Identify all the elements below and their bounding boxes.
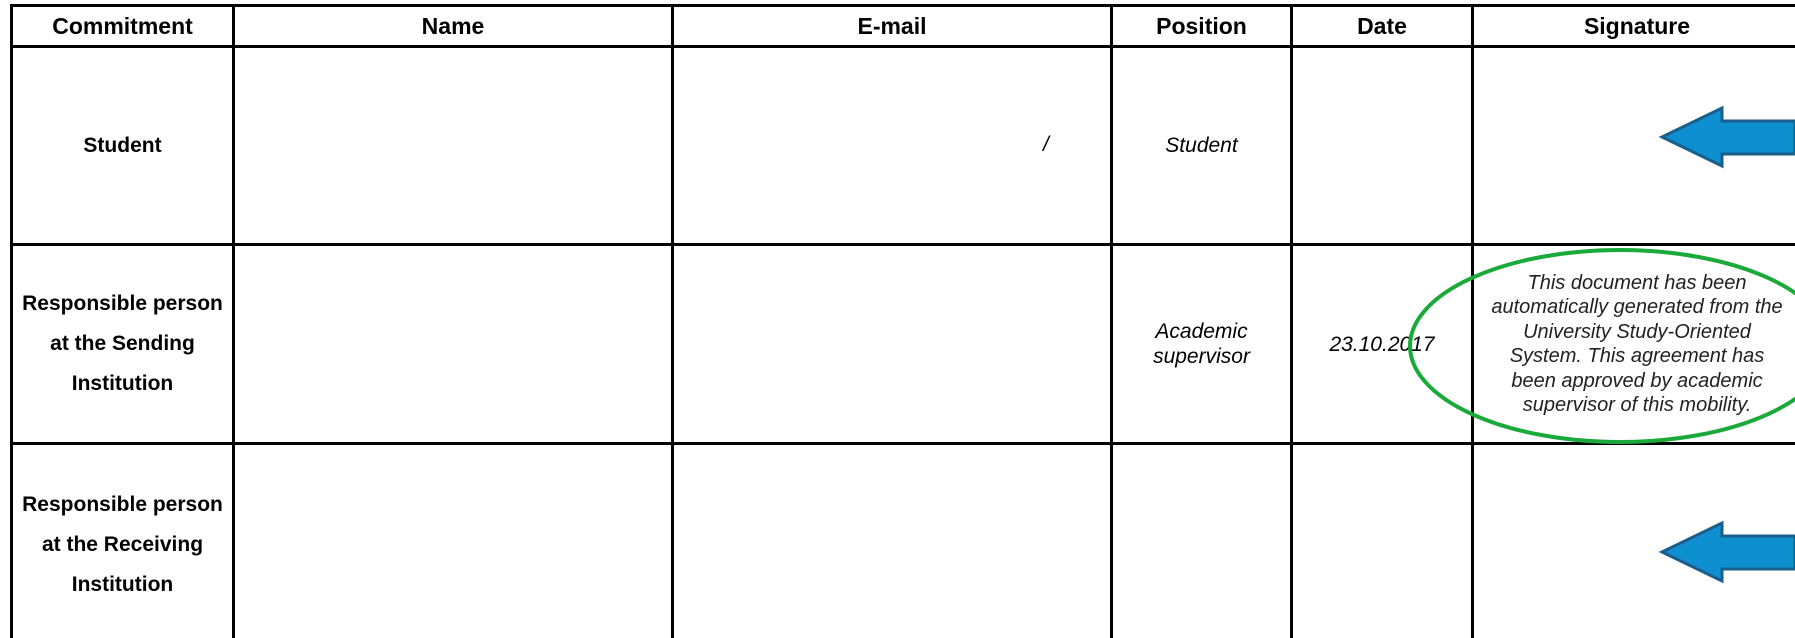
- commitment-signature-table: [10, 4, 1795, 638]
- date-cell-receiving-institution: [1292, 444, 1473, 638]
- position-cell-student: Student: [1112, 47, 1292, 245]
- signature-cell-receiving-institution: [1473, 444, 1795, 638]
- signature-cell-sending-institution: [1473, 245, 1795, 444]
- commitment-cell-student: Student: [12, 47, 234, 245]
- auto-generated-signature-note: This document has been automatically generated from the University Study-Oriented System. This agreement has been approved by academic supervisor of this mobility.: [1491, 271, 1783, 416]
- table-row-sending-institution: [12, 245, 1795, 444]
- position-cell-receiving-institution: [1112, 444, 1292, 638]
- email-value-student: /: [1043, 133, 1049, 156]
- table-row-receiving-institution: [12, 444, 1795, 638]
- header-signature: Signature: [1473, 6, 1795, 47]
- header-email: E-mail: [673, 6, 1112, 47]
- email-cell-sending-institution: [673, 245, 1112, 444]
- date-cell-student: [1292, 47, 1473, 245]
- position-cell-sending-institution: Academic supervisor: [1112, 245, 1292, 444]
- signature-cell-student: [1473, 47, 1795, 245]
- name-cell-sending-institution: [234, 245, 673, 444]
- table-row-student: [12, 47, 1795, 245]
- table-header-row: [12, 6, 1795, 47]
- name-cell-receiving-institution: [234, 444, 673, 638]
- name-cell-student: [234, 47, 673, 245]
- header-date: Date: [1292, 6, 1473, 47]
- header-name: Name: [234, 6, 673, 47]
- email-cell-receiving-institution: [673, 444, 1112, 638]
- commitment-cell-sending-institution: Responsible person at the Sending Institution: [12, 245, 234, 444]
- commitment-cell-receiving-institution: Responsible person at the Receiving Institution: [12, 444, 234, 638]
- date-cell-sending-institution: 23.10.2017: [1292, 245, 1473, 444]
- header-position: Position: [1112, 6, 1292, 47]
- header-commitment: Commitment: [12, 6, 234, 47]
